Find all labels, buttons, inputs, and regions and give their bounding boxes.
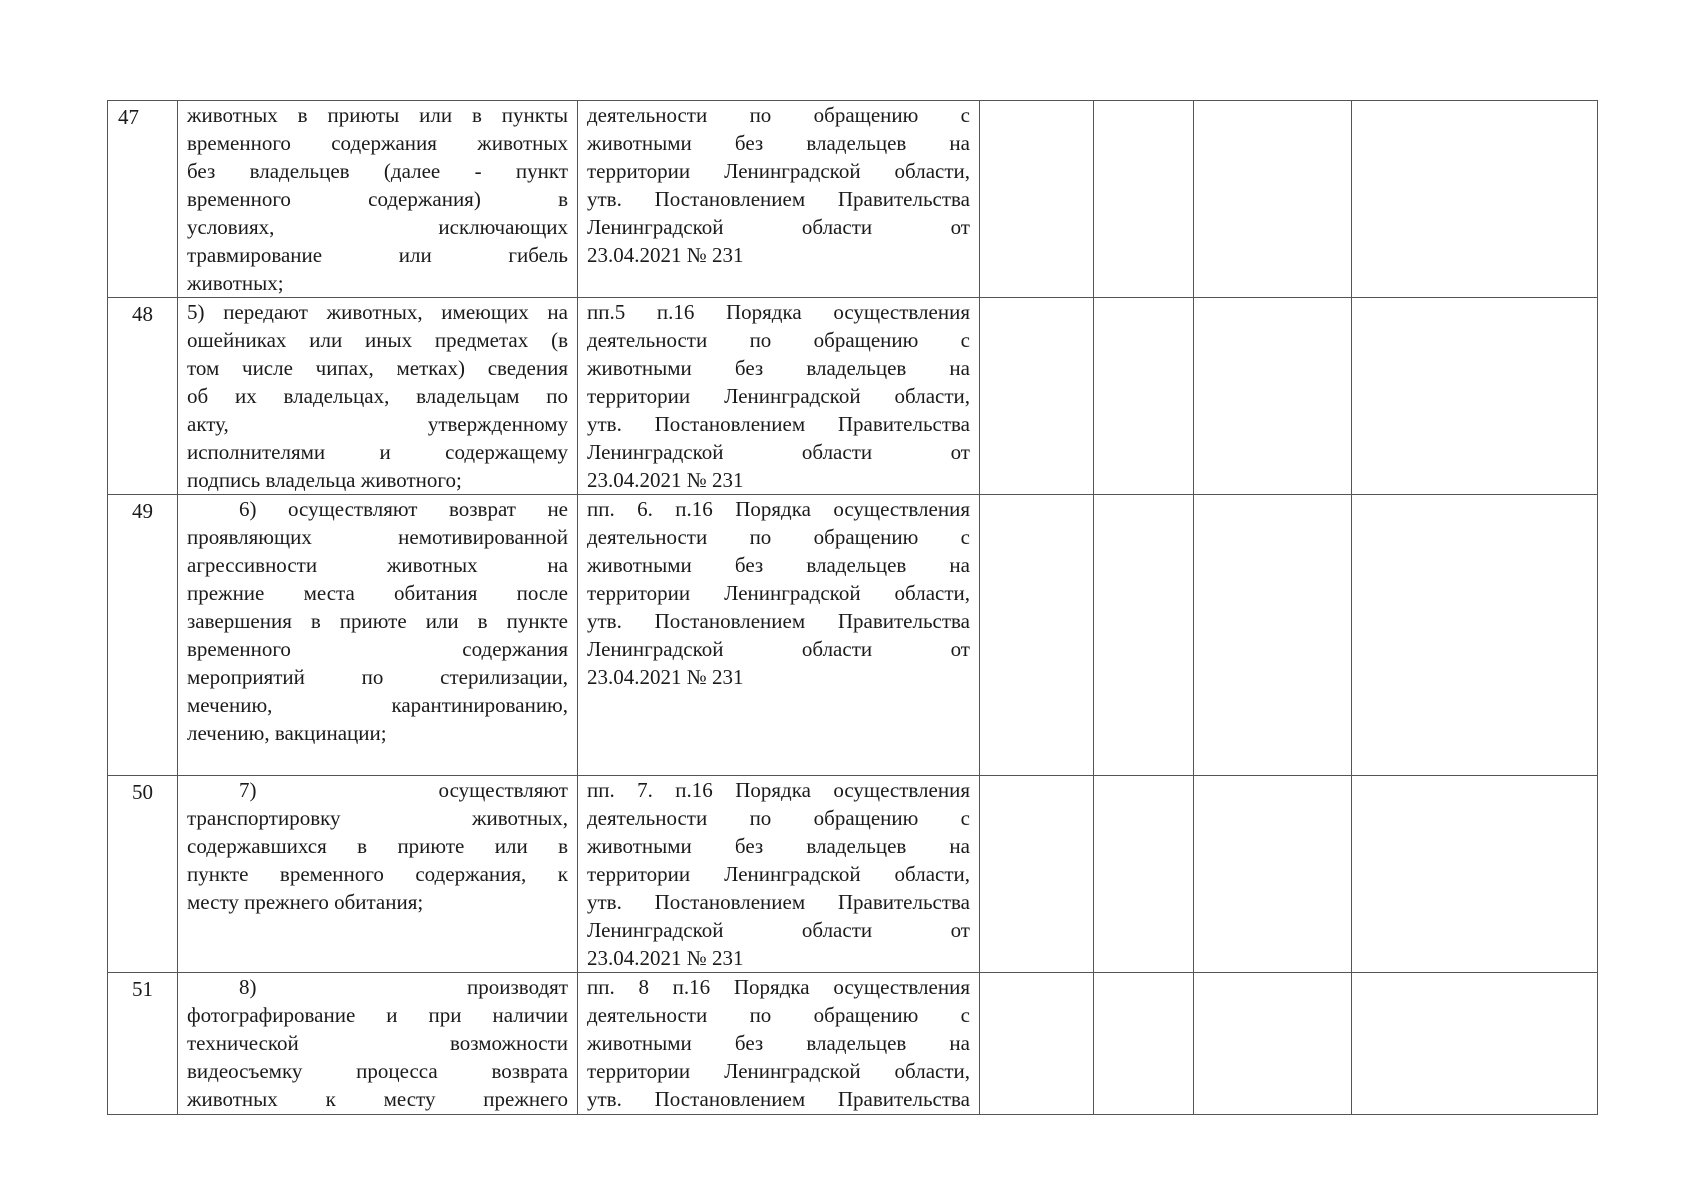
table-row [108,298,1598,495]
text-line: животных к месту прежнего [187,1087,568,1111]
text-line: том числе чипах, метках) сведения [187,356,568,380]
table-row [108,776,1598,973]
requirement-text [178,101,578,298]
empty-cell [1352,298,1598,495]
empty-cell [1194,298,1352,495]
text-line: видеосъемку процесса возврата [187,1059,568,1083]
empty-cell [980,101,1094,298]
requirement-text [178,973,578,1115]
text-line: исполнителями и содержащему [187,440,568,464]
text-line: животных в приюты или в пункты [187,103,568,127]
row-number: 51 [108,973,178,1115]
text-line: пп. 6. п.16 Порядка осуществления [587,497,970,521]
text-line: животных; [187,271,284,295]
text-line: подпись владельца животного; [187,468,462,492]
text-line: 8) производят [239,975,568,999]
empty-cell [1352,776,1598,973]
legal-reference [578,973,980,1115]
text-line: временного содержания) в [187,187,568,211]
text-line: 7) осуществляют [239,778,568,802]
text-line: деятельности по обращению с [587,103,970,127]
text-line: об их владельцах, владельцам по [187,384,568,408]
text-line: проявляющих немотивированной [187,525,568,549]
text-line: животными без владельцев на [587,1031,970,1055]
row-number: 47 [108,101,178,298]
text-line: пп. 7. п.16 Порядка осуществления [587,778,970,802]
text-line: территории Ленинградской области, [587,1059,970,1083]
text-line: временного содержания [187,637,568,661]
text-line: утв. Постановлением Правительства [587,412,970,436]
text-line: пп. 8 п.16 Порядка осуществления [587,975,970,999]
text-line: фотографирование и при наличии [187,1003,568,1027]
text-line: деятельности по обращению с [587,525,970,549]
text-line: 23.04.2021 № 231 [587,946,744,970]
text-line: ошейниках или иных предметах (в [187,328,568,352]
text-line: деятельности по обращению с [587,1003,970,1027]
requirements-table [107,100,1598,1115]
text-line: деятельности по обращению с [587,806,970,830]
text-line: утв. Постановлением Правительства [587,187,970,211]
text-line: деятельности по обращению с [587,328,970,352]
empty-cell [1194,101,1352,298]
text-line: пункте временного содержания, к [187,862,568,886]
text-line: пп.5 п.16 Порядка осуществления [587,300,970,324]
table-row [108,495,1598,776]
empty-cell [980,298,1094,495]
legal-reference [578,776,980,973]
text-line: животными без владельцев на [587,131,970,155]
text-line: транспортировку животных, [187,806,568,830]
text-line: 23.04.2021 № 231 [587,243,744,267]
text-line: прежние места обитания после [187,581,568,605]
text-line: территории Ленинградской области, [587,159,970,183]
empty-cell [1352,495,1598,776]
text-line: территории Ленинградской области, [587,581,970,605]
text-line: 6) осуществляют возврат не [239,497,568,521]
text-line: акту, утвержденному [187,412,568,436]
text-line: утв. Постановлением Правительства [587,1087,970,1111]
text-line: животными без владельцев на [587,356,970,380]
text-line: травмирование или гибель [187,243,568,267]
text-line: мероприятий по стерилизации, [187,665,568,689]
text-line: временного содержания животных [187,131,568,155]
requirement-text [178,298,578,495]
text-line: Ленинградской области от [587,637,970,661]
text-line: Ленинградской области от [587,918,970,942]
text-line: завершения в приюте или в пункте [187,609,568,633]
text-line: условиях, исключающих [187,215,568,239]
empty-cell [980,776,1094,973]
text-line: технической возможности [187,1031,568,1055]
empty-cell [980,973,1094,1115]
text-line: территории Ленинградской области, [587,384,970,408]
row-number: 49 [108,495,178,776]
empty-cell [1194,495,1352,776]
requirement-text [178,776,578,973]
table-row [108,973,1598,1115]
legal-reference [578,298,980,495]
legal-reference [578,101,980,298]
text-line: содержавшихся в приюте или в [187,834,568,858]
empty-cell [1194,973,1352,1115]
text-line: территории Ленинградской области, [587,862,970,886]
text-line: животными без владельцев на [587,834,970,858]
empty-cell [1094,298,1194,495]
row-number: 48 [108,298,178,495]
requirement-text [178,495,578,776]
row-number: 50 [108,776,178,973]
text-line: мечению, карантинированию, [187,693,568,717]
empty-cell [1094,973,1194,1115]
text-line: Ленинградской области от [587,440,970,464]
empty-cell [1094,495,1194,776]
table-row [108,101,1598,298]
text-line: 23.04.2021 № 231 [587,665,744,689]
empty-cell [1352,973,1598,1115]
legal-reference [578,495,980,776]
text-line: месту прежнего обитания; [187,890,424,914]
text-line: животными без владельцев на [587,553,970,577]
empty-cell [1094,101,1194,298]
text-line: утв. Постановлением Правительства [587,890,970,914]
text-line: Ленинградской области от [587,215,970,239]
empty-cell [1352,101,1598,298]
empty-cell [980,495,1094,776]
text-line: агрессивности животных на [187,553,568,577]
text-line: 23.04.2021 № 231 [587,468,744,492]
empty-cell [1094,776,1194,973]
text-line: без владельцев (далее - пункт [187,159,568,183]
text-line: утв. Постановлением Правительства [587,609,970,633]
text-line: 5) передают животных, имеющих на [187,300,568,324]
text-line: лечению, вакцинации; [187,721,387,745]
empty-cell [1194,776,1352,973]
